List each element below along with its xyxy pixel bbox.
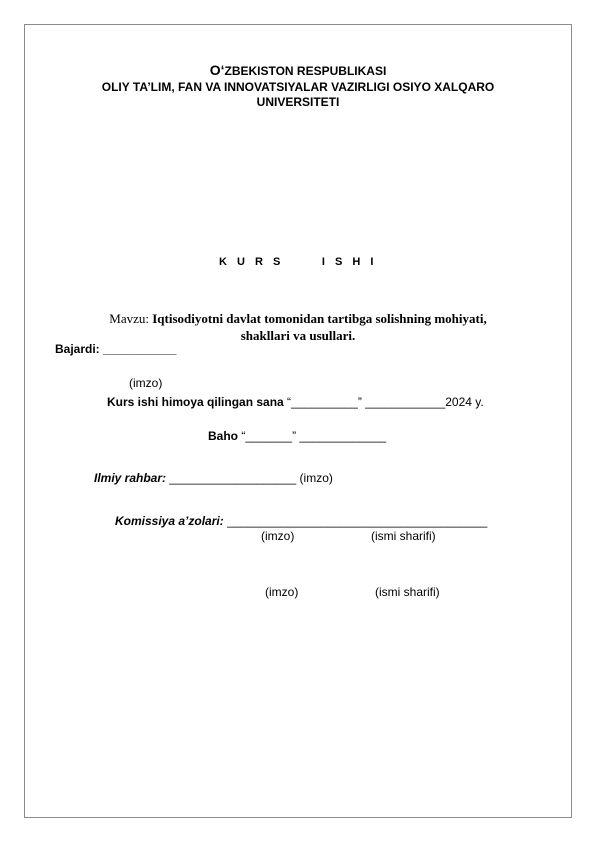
defense-date-line bbox=[107, 395, 484, 409]
page-border bbox=[24, 24, 572, 818]
performer-blank: ___________ bbox=[103, 342, 177, 356]
defense-label: Kurs ishi himoya qilingan sana bbox=[107, 395, 284, 409]
grade-label: Baho bbox=[208, 429, 238, 443]
defense-month-blank: ____________ bbox=[365, 395, 446, 409]
grade-blank-1: _______ bbox=[245, 429, 293, 443]
grade-blank-2: _____________ bbox=[299, 429, 387, 443]
commission-signature-caption-1: (imzo) bbox=[261, 529, 295, 543]
topic-line-2: shakllari va usullari. bbox=[240, 328, 356, 343]
commission-label: Komissiya a’zolari: bbox=[115, 514, 224, 528]
performer-signature-caption: (imzo) bbox=[129, 376, 163, 390]
commission-name-caption-1: (ismi sharifi) bbox=[371, 529, 436, 543]
topic-text-1: Iqtisodiyotni davlat tomonidan tartibga solishning mohiyati, bbox=[152, 311, 487, 326]
defense-year: 2024 y. bbox=[445, 395, 484, 409]
performer-label: Bajardi: bbox=[55, 342, 100, 356]
commission-line bbox=[115, 514, 487, 528]
header-republic bbox=[0, 63, 596, 79]
header-republic-rest: ZBEKISTON RESPUBLIKASI bbox=[224, 64, 387, 78]
title-word-kurs: K U R S bbox=[219, 256, 284, 268]
grade-quote-close: ” bbox=[292, 429, 300, 443]
header-university: UNIVERSITETI bbox=[256, 95, 340, 109]
title-word-ishi: I S H I bbox=[321, 256, 377, 268]
performer-line bbox=[55, 342, 176, 356]
grade-quote-open: “ bbox=[238, 429, 246, 443]
header-ministry: OLIY TA’LIM, FAN VA INNOVATSIYALAR VAZIRLIGI OSIYO XALQARO bbox=[101, 80, 495, 94]
defense-quote-close: ” bbox=[357, 395, 366, 409]
supervisor-label: Ilmiy rahbar: bbox=[94, 471, 167, 485]
topic-label: Mavzu: bbox=[109, 311, 149, 326]
commission-name-caption-2: (ismi sharifi) bbox=[375, 585, 440, 599]
supervisor-signature-caption: (imzo) bbox=[299, 471, 333, 485]
topic-line-1 bbox=[0, 310, 596, 327]
defense-quote-open: “ bbox=[283, 395, 292, 409]
commission-blank: _______________________________________ bbox=[227, 514, 488, 528]
commission-signature-caption-2: (imzo) bbox=[265, 585, 299, 599]
supervisor-blank: ___________________ bbox=[169, 471, 297, 485]
document-title bbox=[0, 256, 596, 268]
supervisor-line bbox=[94, 471, 333, 485]
grade-line bbox=[208, 429, 386, 443]
defense-day-blank: __________ bbox=[291, 395, 358, 409]
header-initial: O‘ bbox=[209, 62, 225, 78]
